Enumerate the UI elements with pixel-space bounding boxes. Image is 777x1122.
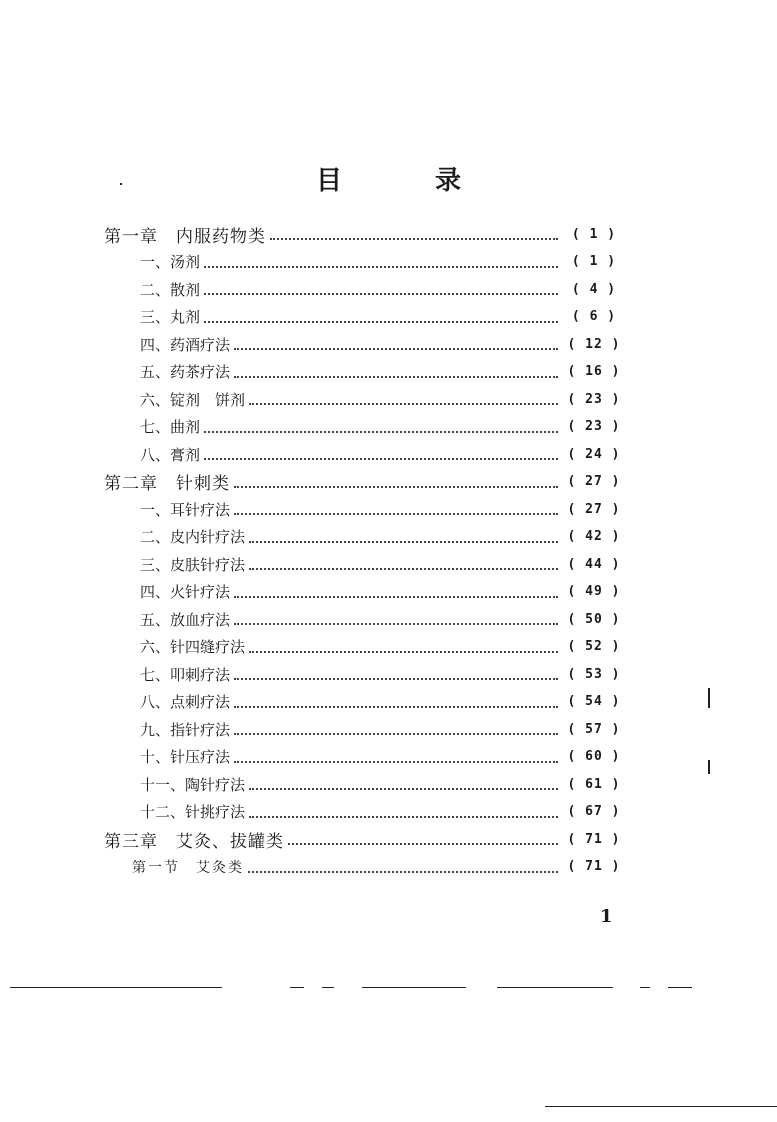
toc-entry-label: 四、药酒疗法	[140, 335, 231, 354]
dot-leader	[234, 470, 558, 488]
dot-leader	[204, 250, 558, 268]
toc-entry-label: 第三章 艾灸、拔罐类	[104, 831, 284, 852]
toc-entry-label: 第一节 艾灸类	[132, 859, 244, 876]
toc-page-ref: ( 4 )	[571, 281, 617, 297]
toc-page-ref: ( 67 )	[567, 804, 621, 819]
dot-leader	[234, 580, 558, 598]
dot-leader	[249, 772, 558, 790]
toc-entry-label: 三、丸剂	[140, 308, 201, 326]
dot-leader	[234, 607, 558, 625]
toc-entry-row[interactable]	[140, 550, 626, 578]
toc-entry-label: 四、火针疗法	[140, 583, 231, 601]
toc-entry-label: 十二、针挑疗法	[140, 803, 246, 821]
scan-speck	[120, 183, 122, 185]
toc-entry-row[interactable]	[140, 358, 626, 386]
toc-page-ref: ( 1 )	[571, 254, 617, 269]
toc-entry-row[interactable]	[140, 660, 626, 688]
dot-leader	[234, 497, 558, 515]
dot-leader	[270, 222, 558, 240]
toc-entry-label: 八、点刺疗法	[140, 693, 231, 711]
toc-page-ref: ( 44 )	[567, 556, 621, 572]
dot-leader	[234, 360, 558, 378]
toc-chapter-row[interactable]	[104, 468, 626, 496]
toc-entry-label: 九、指针疗法	[140, 720, 231, 739]
toc-entry-label: 第二章 针刺类	[104, 474, 230, 494]
toc-entry-label: 十一、陶针疗法	[140, 775, 246, 794]
scan-speck	[708, 688, 710, 708]
toc-entry-row[interactable]	[140, 523, 626, 551]
toc-entry-row[interactable]	[140, 385, 626, 413]
toc-page-ref: ( 23 )	[567, 419, 621, 434]
scan-line	[497, 987, 613, 988]
toc-page-ref: ( 54 )	[567, 694, 621, 709]
toc-entry-row[interactable]	[140, 715, 626, 743]
toc-page-ref: ( 27 )	[567, 474, 621, 489]
toc-page-ref: ( 12 )	[567, 336, 621, 352]
toc-entry-label: 六、针四缝疗法	[140, 638, 246, 656]
dot-leader	[249, 552, 558, 570]
toc-page-ref: ( 6 )	[571, 309, 617, 324]
toc-page-ref: ( 71 )	[567, 859, 621, 874]
page-number: 1	[600, 906, 613, 927]
toc-page-ref: ( 50 )	[567, 611, 621, 627]
toc-page-ref: ( 27 )	[567, 501, 621, 517]
scan-line	[362, 987, 466, 988]
scan-line	[10, 987, 222, 988]
toc-page-ref: ( 60 )	[567, 749, 621, 764]
toc-page-ref: ( 53 )	[567, 666, 621, 682]
toc-entry-label: 二、皮内针疗法	[140, 528, 246, 546]
toc-chapter-row[interactable]	[104, 220, 626, 248]
toc-chapter-row[interactable]	[104, 825, 626, 853]
toc-entry-label: 十、针压疗法	[140, 748, 231, 766]
toc-entry-row[interactable]	[140, 330, 626, 358]
toc-entry-row[interactable]	[140, 495, 626, 523]
scan-line	[640, 987, 650, 988]
dot-leader	[204, 415, 558, 433]
toc-entry-label: 第一章 内服药物类	[104, 226, 266, 247]
dot-leader	[234, 690, 558, 708]
scan-line	[668, 987, 692, 988]
toc-page-ref: ( 16 )	[567, 364, 621, 379]
toc-entry-row[interactable]	[140, 798, 626, 826]
toc-entry-label: 二、散剂	[140, 280, 201, 299]
toc-entry-row[interactable]	[140, 275, 626, 303]
dot-leader	[249, 800, 558, 818]
toc-page-ref: ( 71 )	[567, 831, 621, 847]
toc-entry-row[interactable]	[140, 743, 626, 771]
dot-leader	[204, 442, 558, 460]
toc-entry-label: 七、叩刺疗法	[140, 665, 231, 684]
toc-page-ref: ( 42 )	[567, 529, 621, 544]
dot-leader	[234, 745, 558, 763]
toc-entry-row[interactable]	[140, 303, 626, 331]
dot-leader	[204, 277, 558, 295]
toc-entry-label: 三、皮肤针疗法	[140, 555, 246, 574]
scan-speck	[708, 760, 710, 774]
toc-entry-row[interactable]	[140, 770, 626, 798]
toc-entry-label: 七、曲剂	[140, 418, 201, 436]
toc-page-ref: ( 61 )	[567, 776, 621, 792]
toc-entry-row[interactable]	[140, 578, 626, 606]
toc-entry-row[interactable]	[132, 853, 626, 881]
dot-leader	[249, 387, 558, 405]
toc-entry-row[interactable]	[140, 413, 626, 441]
dot-leader	[249, 635, 558, 653]
toc-page-ref: ( 1 )	[571, 226, 617, 242]
toc-entry-label: 一、耳针疗法	[140, 500, 231, 519]
dot-leader	[248, 855, 558, 873]
toc-page-ref: ( 24 )	[567, 446, 621, 462]
page-title: 目 录	[315, 166, 504, 196]
toc-page-ref: ( 57 )	[567, 721, 621, 737]
dot-leader	[249, 525, 558, 543]
dot-leader	[288, 827, 558, 845]
dot-leader	[234, 332, 558, 350]
scan-line	[290, 987, 304, 988]
dot-leader	[234, 717, 558, 735]
toc-entry-label: 五、放血疗法	[140, 610, 231, 629]
toc-entry-label: 六、锭剂 饼剂	[140, 390, 246, 409]
toc-page-ref: ( 49 )	[567, 584, 621, 599]
toc-entry-label: 五、药茶疗法	[140, 363, 231, 381]
toc-entry-row[interactable]	[140, 688, 626, 716]
dot-leader	[204, 305, 558, 323]
toc-entry-label: 一、汤剂	[140, 253, 201, 271]
toc-entry-row[interactable]	[140, 248, 626, 276]
scan-line	[322, 987, 334, 988]
toc-page-ref: ( 52 )	[567, 639, 621, 654]
scan-line	[545, 1106, 777, 1107]
toc-entry-row[interactable]	[140, 440, 626, 468]
dot-leader	[234, 662, 558, 680]
toc-page-ref: ( 23 )	[567, 391, 621, 407]
toc-entry-row[interactable]	[140, 633, 626, 661]
toc-entry-row[interactable]	[140, 605, 626, 633]
toc-entry-label: 八、膏剂	[140, 445, 201, 464]
